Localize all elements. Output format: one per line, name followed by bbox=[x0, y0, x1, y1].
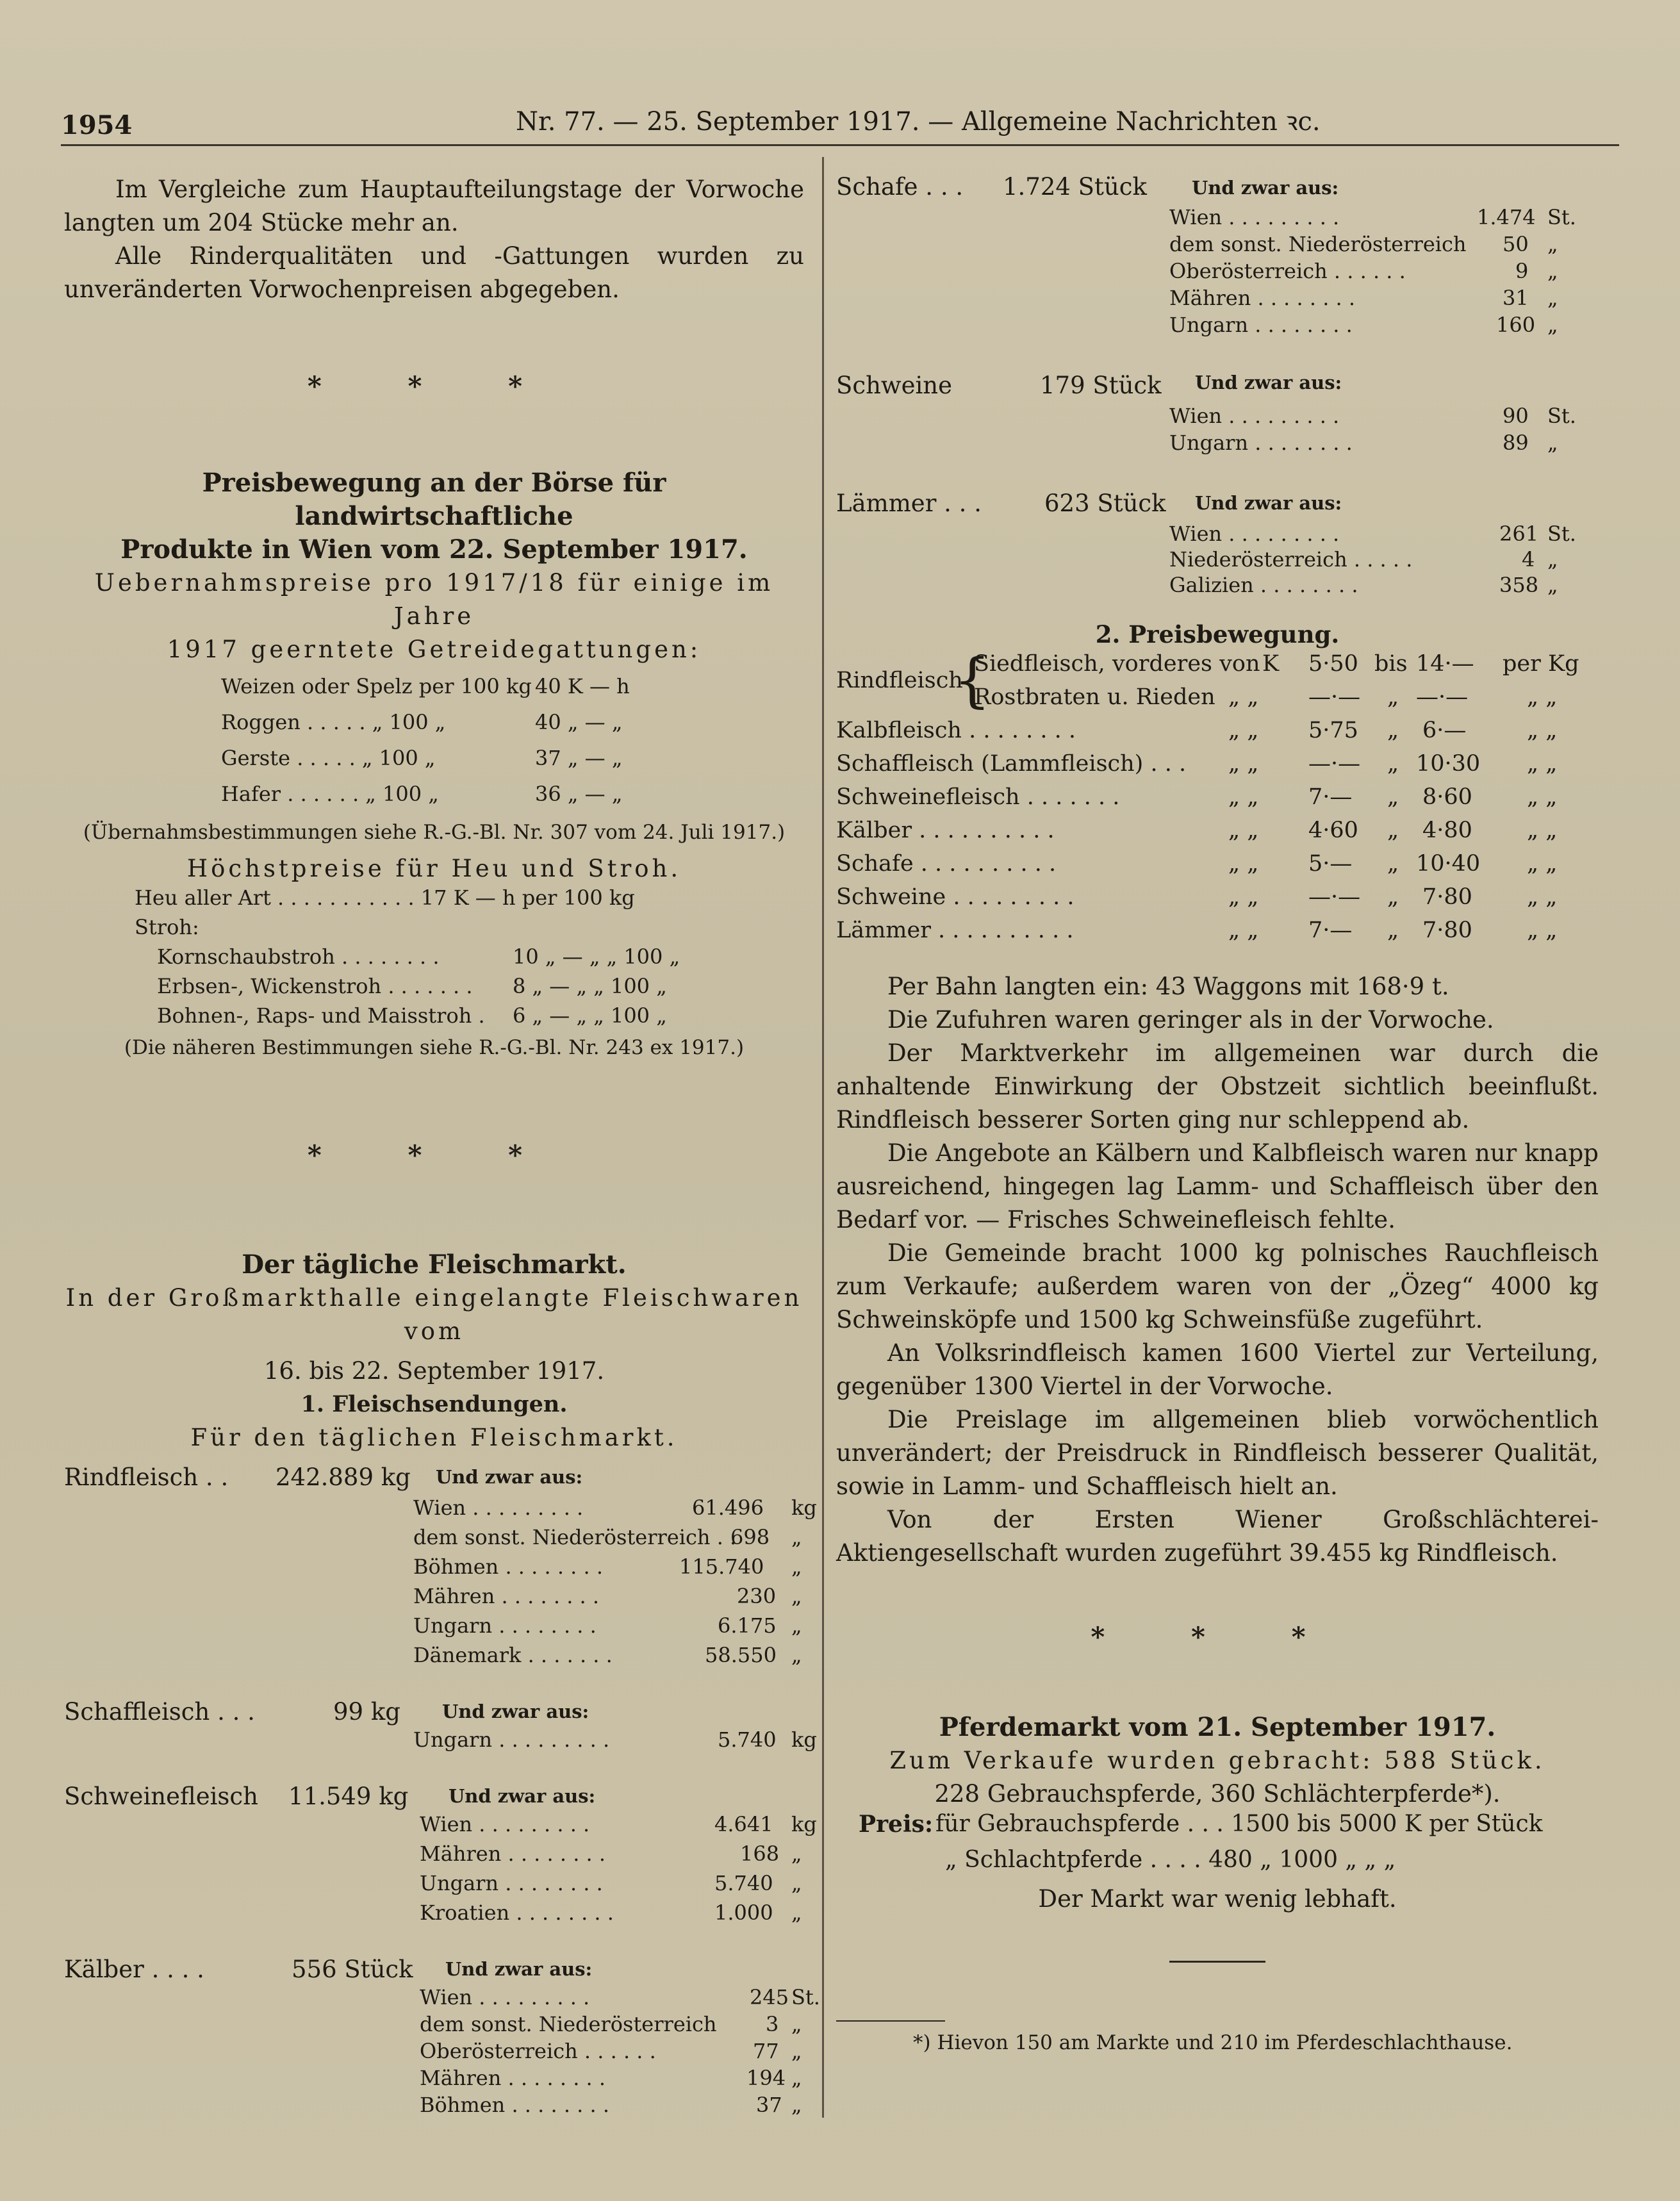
table-row: Mähren . . . . . . . . 168 „ bbox=[420, 1842, 802, 1866]
boerse-title-line2: Produkte in Wien vom 22. September 1917. bbox=[120, 534, 748, 565]
column-separator bbox=[822, 157, 824, 2118]
preis-row-2: „ Schlachtpferde . . . . 480 „ 1000 „ „ „ bbox=[945, 1847, 1396, 1873]
stroh-label: Stroh: bbox=[135, 915, 199, 939]
group-name: Rindfleisch . . bbox=[64, 1463, 229, 1491]
list-item: Gerste . . . . . „ 100 „ 37 „ — „ bbox=[221, 746, 623, 770]
table-row: Mähren . . . . . . . . 31 „ bbox=[1169, 286, 1558, 310]
group-name: Schafe . . . bbox=[836, 173, 964, 201]
table-row: Schafe . . . . . . . . . . „ „ 5·— „ 10·40 „ „ bbox=[836, 851, 1558, 877]
group-kaelber bbox=[64, 1956, 804, 1985]
left-column bbox=[64, 173, 820, 2120]
table-row: Siedfleisch, vorderes von K 5·50 bis 14·— per Kg bbox=[974, 651, 1579, 677]
grain-note: (Übernahmsbestimmungen siehe R.-G.-Bl. Nr. 307 vom 24. Juli 1917.) bbox=[83, 821, 786, 844]
table-row: Ungarn . . . . . . . . 89 „ bbox=[1169, 431, 1558, 455]
table-row: Wien . . . . . . . . . 61.496 kg bbox=[413, 1496, 817, 1520]
heu-row: Heu aller Art . . . . . . . . . . . 17 K — h per 100 kg bbox=[135, 886, 635, 910]
brace-symbol: { bbox=[953, 646, 991, 714]
section-taeglich: Für den täglichen Fleischmarkt. bbox=[190, 1424, 678, 1451]
grain-price-list bbox=[64, 674, 804, 818]
hoechstpreise-title: Höchstpreise für Heu und Stroh. bbox=[186, 855, 682, 882]
boerse-title-line1: Preisbewegung an der Börse für landwirtschaftliche bbox=[202, 468, 666, 531]
table-row: Rostbraten u. Rieden „ „ —·— „ —·— „ „ bbox=[974, 684, 1558, 710]
table-row: Wien . . . . . . . . . 261 St. bbox=[1169, 522, 1576, 546]
group-name: Schaffleisch . . . bbox=[64, 1698, 255, 1726]
table-row: Schweine . . . . . . . . . „ „ —·— „ 7·80 „ „ bbox=[836, 884, 1558, 910]
table-row: dem sonst. Niederösterreich . . 698 „ bbox=[413, 1525, 802, 1549]
table-row: Wien . . . . . . . . . 4.641 kg bbox=[420, 1812, 817, 1836]
pferdemarkt-title: Pferdemarkt vom 21. September 1917. bbox=[939, 1712, 1496, 1742]
table-row: Ungarn . . . . . . . . 6.175 „ bbox=[413, 1613, 802, 1638]
table-row: Wien . . . . . . . . . 1.474 St. bbox=[1169, 205, 1576, 229]
list-item: Kornschaubstroh . . . . . . . . 10 „ — „ „ 100 „ bbox=[157, 944, 680, 969]
table-row: Galizien . . . . . . . . 358 „ bbox=[1169, 573, 1558, 597]
group-total: 242.889 kg bbox=[276, 1463, 411, 1491]
footnote: *) Hievon 150 am Markte und 210 im Pferdeschlachthause. bbox=[913, 2031, 1513, 2054]
market-paragraph-5: Die Gemeinde bracht 1000 kg polnisches Rauchfleisch zum Verkaufe; außerdem waren von der „Özeg“ 4000 kg Schweinsköpfe und 1500 kg Schweinsfüße zugeführt. bbox=[836, 1239, 1599, 1333]
group-total: 556 Stück bbox=[292, 1956, 413, 1983]
group-schweine bbox=[836, 372, 1599, 404]
table-row: Wien . . . . . . . . . 90 St. bbox=[1169, 404, 1576, 428]
und-zwar-label: Und zwar aus: bbox=[1195, 372, 1342, 393]
market-paragraph-2: Die Zufuhren waren geringer als in der Vorwoche. bbox=[887, 1006, 1494, 1034]
page-header bbox=[61, 96, 1619, 147]
list-item: Roggen . . . . . „ 100 „ 40 „ — „ bbox=[221, 710, 623, 734]
und-zwar-label: Und zwar aus: bbox=[436, 1466, 583, 1488]
list-item: Weizen oder Spelz per 100 kg 40 K — h bbox=[221, 674, 630, 698]
market-paragraph-8: Von der Ersten Wiener Großschlächterei-Aktiengesellschaft wurden zugeführt 39.455 kg Rindfleisch. bbox=[836, 1506, 1599, 1567]
und-zwar-label: Und zwar aus: bbox=[1195, 492, 1342, 514]
market-paragraph-1: Per Bahn langten ein: 43 Waggons mit 168·9 t. bbox=[887, 973, 1449, 1000]
table-row: Kroatien . . . . . . . . 1.000 „ bbox=[420, 1900, 802, 1925]
table-row: Mähren . . . . . . . . 194 „ bbox=[420, 2066, 802, 2090]
footnote-rule bbox=[836, 2020, 945, 2022]
group-schweinefleisch bbox=[64, 1783, 804, 1812]
und-zwar-label: Und zwar aus: bbox=[442, 1701, 589, 1722]
table-row: Kälber . . . . . . . . . . „ „ 4·60 „ 4·80 „ „ bbox=[836, 818, 1558, 843]
preis-row-1: Preis: für Gebrauchspferde . . . 1500 bis 5000 K per Stück bbox=[859, 1811, 1543, 1838]
price-table bbox=[836, 718, 1599, 951]
page-number: 1954 bbox=[61, 110, 133, 140]
group-schaffleisch bbox=[64, 1698, 804, 1727]
und-zwar-label: Und zwar aus: bbox=[449, 1785, 596, 1807]
rindfleisch-price-block bbox=[836, 646, 1599, 718]
group-name: Lämmer . . . bbox=[836, 490, 982, 517]
pferdemarkt-line2: 228 Gebrauchspferde, 360 Schlächterpferde*). bbox=[934, 1780, 1501, 1808]
table-row: Schweinefleisch . . . . . . . „ „ 7·— „ 8·60 „ „ bbox=[836, 784, 1558, 810]
section-stars: * * * bbox=[307, 1139, 561, 1171]
table-row: Dänemark . . . . . . . 58.550 „ bbox=[413, 1643, 802, 1667]
group-total: 179 Stück bbox=[1040, 372, 1162, 399]
pferdemarkt-line1: Zum Verkaufe wurden gebracht: 588 Stück. bbox=[889, 1747, 1545, 1774]
fleischmarkt-sub1: In der Großmarkthalle eingelangte Fleischwaren vom bbox=[65, 1284, 803, 1345]
group-laemmer bbox=[836, 490, 1599, 522]
group-total: 1.724 Stück bbox=[1003, 173, 1147, 201]
list-item: Erbsen-, Wickenstroh . . . . . . . 8 „ — „ „ 100 „ bbox=[157, 974, 667, 998]
fleischmarkt-title: Der tägliche Fleischmarkt. bbox=[242, 1249, 627, 1280]
group-name: Kälber . . . . bbox=[64, 1956, 204, 1983]
table-row: dem sonst. Niederösterreich 3 „ bbox=[420, 2012, 802, 2036]
stroh-note: (Die näheren Bestimmungen siehe R.-G.-Bl. Nr. 243 ex 1917.) bbox=[124, 1036, 745, 1059]
table-row: Oberösterreich . . . . . . 77 „ bbox=[420, 2039, 802, 2063]
table-row: Böhmen . . . . . . . . 115.740 „ bbox=[413, 1554, 802, 1579]
intro-paragraph-2: Alle Rinderqualitäten und -Gattungen wurden zu unveränderten Vorwochenpreisen abgegeben. bbox=[64, 242, 804, 303]
table-row: dem sonst. Niederösterreich 50 „ bbox=[1169, 232, 1558, 256]
group-name: Schweinefleisch bbox=[64, 1783, 258, 1810]
pferdemarkt-closing: Der Markt war wenig lebhaft. bbox=[1038, 1885, 1397, 1913]
table-row: Mähren . . . . . . . . 230 „ bbox=[413, 1584, 802, 1608]
und-zwar-label: Und zwar aus: bbox=[1192, 177, 1339, 199]
intro-paragraph-1: Im Vergleiche zum Hauptaufteilungstage der Vorwoche langten um 204 Stücke mehr an. bbox=[64, 176, 804, 236]
header-rule bbox=[61, 144, 1619, 146]
table-row: Kalbfleisch . . . . . . . . „ „ 5·75 „ 6·— „ „ bbox=[836, 718, 1558, 743]
section-stars: * * * bbox=[1091, 1621, 1344, 1653]
group-name: Schweine bbox=[836, 372, 953, 399]
fleischmarkt-sub2: 16. bis 22. September 1917. bbox=[263, 1357, 605, 1385]
table-row: Ungarn . . . . . . . . . 5.740 kg bbox=[413, 1727, 817, 1752]
group-total: 11.549 kg bbox=[288, 1783, 409, 1810]
und-zwar-label: Und zwar aus: bbox=[445, 1958, 593, 1980]
market-paragraph-4: Die Angebote an Kälbern und Kalbfleisch waren nur knapp ausreichend, hingegen lag Lamm- und Schaffleisch über den Bedarf vor. — Frisches Schweinefleisch fehlte. bbox=[836, 1139, 1599, 1233]
table-row: Lämmer . . . . . . . . . . „ „ 7·— „ 7·80 „ „ bbox=[836, 918, 1558, 943]
table-row: Oberösterreich . . . . . . 9 „ bbox=[1169, 259, 1558, 283]
table-row: Böhmen . . . . . . . . 37 „ bbox=[420, 2093, 802, 2117]
group-total: 99 kg bbox=[333, 1698, 400, 1726]
group-rindfleisch bbox=[64, 1463, 804, 1496]
market-paragraph-7: Die Preislage im allgemeinen blieb vorwöchentlich unverändert; der Preisdruck in Rindfleisch besserer Qualität, sowie in Lamm- und Schaffleisch hielt an. bbox=[836, 1406, 1599, 1500]
section-fleischsendungen: 1. Fleischsendungen. bbox=[301, 1391, 568, 1417]
right-column bbox=[836, 173, 1599, 2057]
table-row: Niederösterreich . . . . . 4 „ bbox=[1169, 547, 1558, 572]
boerse-subtitle-line2: 1917 geerntete Getreidegattungen: bbox=[167, 636, 702, 663]
preis-label: Preis: bbox=[859, 1811, 934, 1838]
preisbewegung-title: 2. Preisbewegung. bbox=[1095, 620, 1340, 648]
table-row: Wien . . . . . . . . . 245 St. bbox=[420, 1985, 820, 2009]
boerse-subtitle-line1: Uebernahmspreise pro 1917/18 für einige im Jahre bbox=[94, 569, 774, 630]
group-total: 623 Stück bbox=[1044, 490, 1166, 517]
table-row: Schaffleisch (Lammfleisch) . . . „ „ —·— „ 10·30 „ „ bbox=[836, 751, 1558, 777]
list-item: Bohnen-, Raps- und Maisstroh . 6 „ — „ „ 100 „ bbox=[157, 1003, 667, 1028]
running-title: Nr. 77. — 25. September 1917. — Allgemeine Nachrichten ꝛc. bbox=[516, 107, 1321, 136]
market-paragraph-3: Der Marktverkehr im allgemeinen war durch die anhaltende Einwirkung der Obstzeit sichtlich beeinflußt. Rindfleisch besserer Sorten ging nur schleppend ab. bbox=[836, 1039, 1599, 1133]
table-row: Ungarn . . . . . . . . 160 „ bbox=[1169, 313, 1558, 337]
list-item: Hafer . . . . . . „ 100 „ 36 „ — „ bbox=[221, 782, 623, 806]
market-paragraph-6: An Volksrindfleisch kamen 1600 Viertel zur Verteilung, gegenüber 1300 Viertel in der Vorwoche. bbox=[836, 1339, 1599, 1400]
section-stars: * * * bbox=[307, 370, 561, 402]
table-row: Ungarn . . . . . . . . 5.740 „ bbox=[420, 1871, 802, 1895]
rindfleisch-label: Rindfleisch bbox=[836, 668, 963, 693]
group-schafe bbox=[836, 173, 1599, 205]
